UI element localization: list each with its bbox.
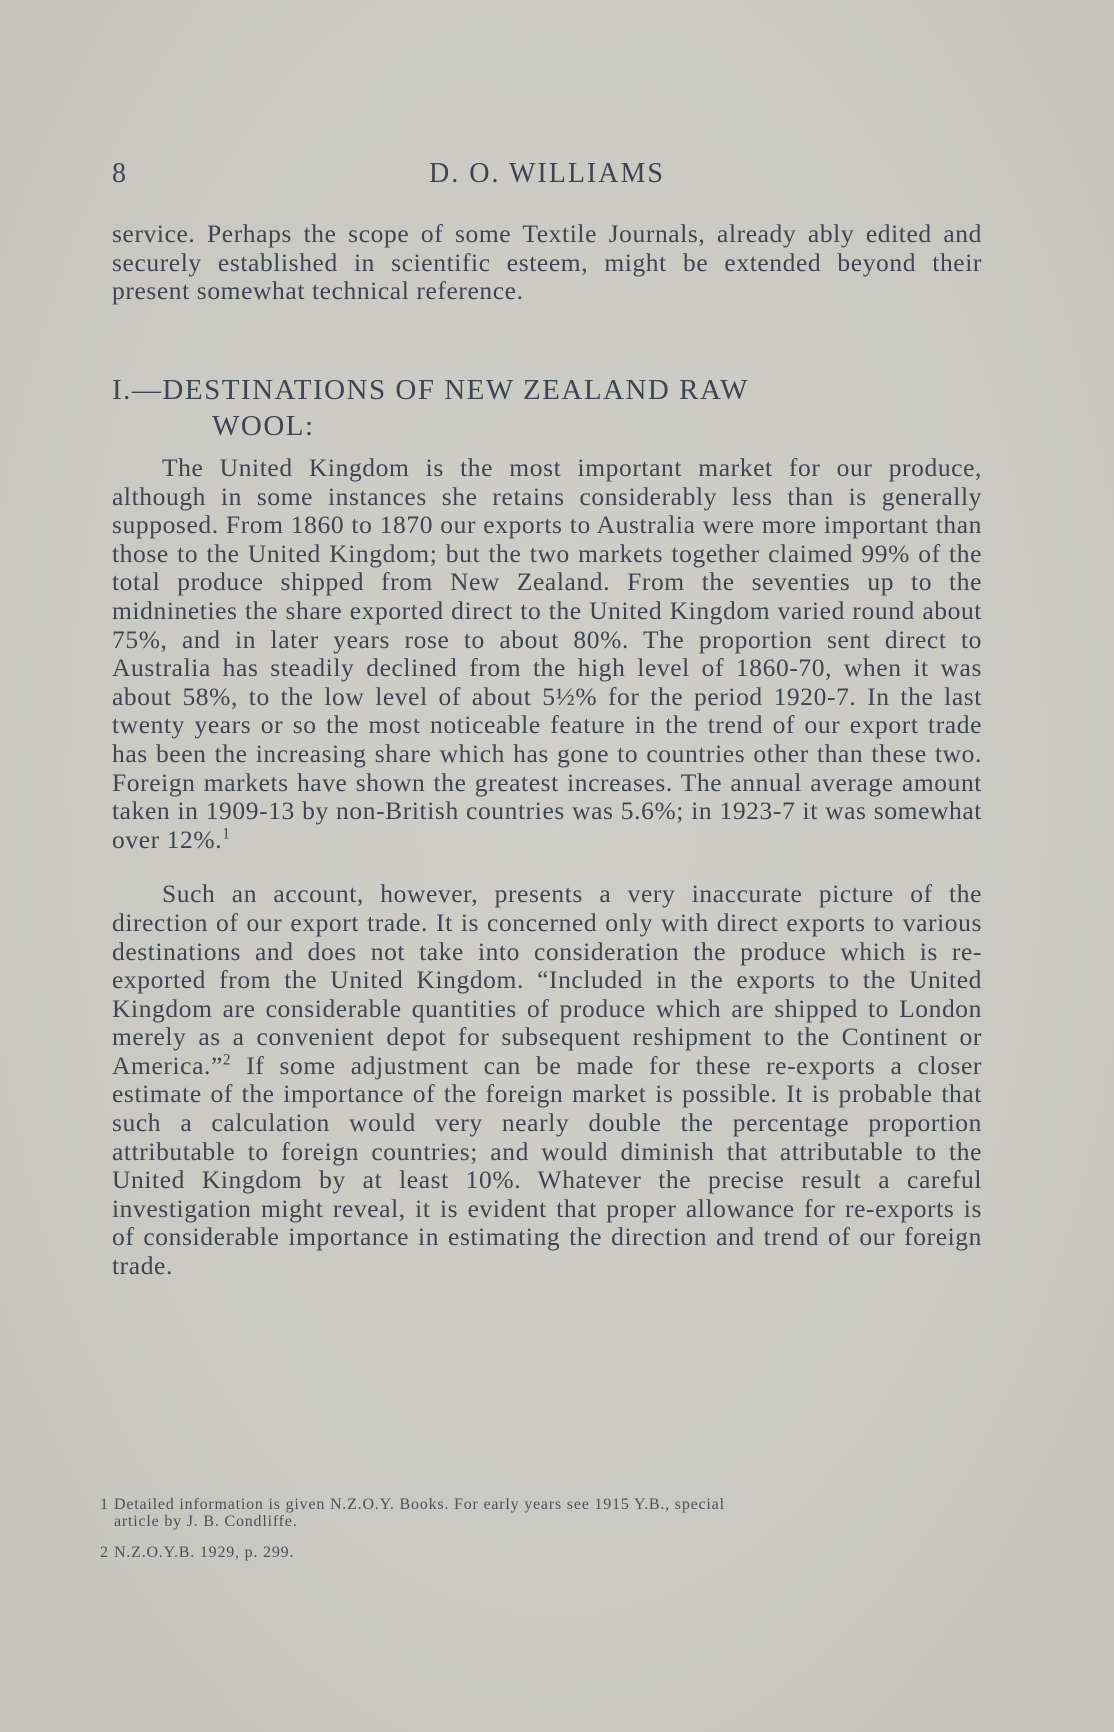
footnote-1-line2: article by J. B. Condliffe. bbox=[114, 1513, 298, 1530]
running-head: D. O. WILLIAMS bbox=[429, 158, 665, 189]
paragraph-1-text: The United Kingdom is the most important market for our produce, although in some instances she retains considerably less than is generally supposed. From 1860 to 1870 our exports to Australia were more important than those to the United Kingdom; but the two markets together claimed 99% of the total produce shipped from New Zealand. From the seventies up to the midnineties the share exported direct to the United Kingdom varied round about 75%, and in later years rose to about 80%. The proportion sent direct to Australia has steadily declined from the high level of 1860-70, when it was about 58%, to the low level of about 5½% for the period 1920-7. In the last twenty years or so the most noticeable feature in the trend of our export trade has been the increasing share which has gone to countries other than these two. Foreign markets have shown the greatest increases. The annual average amount taken in 1909-13 by non-British countries was 5.6%; in 1923-7 it was somewhat over 12%. bbox=[112, 453, 982, 854]
section-body bbox=[112, 454, 982, 1281]
section-heading bbox=[112, 372, 932, 444]
footnote-2-mark: 2 bbox=[100, 1544, 109, 1561]
footnote-ref-1[interactable]: 1 bbox=[222, 825, 231, 843]
paragraph-2 bbox=[112, 880, 982, 1280]
footnote-2 bbox=[100, 1544, 990, 1561]
intro-text: service. Perhaps the scope of some Textile Journals, already ably edited and securely established in scientific esteem, might be extended beyond their present somewhat technical reference. bbox=[112, 219, 982, 306]
section-heading-line2: WOOL: bbox=[212, 410, 315, 442]
page-number: 8 bbox=[112, 158, 127, 189]
footnotes bbox=[100, 1496, 990, 1575]
footnote-1 bbox=[100, 1496, 990, 1530]
paragraph-2-text-b: If some adjustment can be made for these re-exports a closer estimate of the importance of the foreign market is possible. It is probable that such a calculation would very nearly double the percentage proportion attributable to foreign countries; and would diminish that attributable to the United Kingdom by at least 10%. Whatever the precise result a careful investigation might reveal, it is evident that proper allowance for re-exports is of considerable importance in estimating the direction and trend of our foreign trade. bbox=[112, 1050, 982, 1281]
paragraph-2-text-a: Such an account, however, presents a very inaccurate picture of the direction of our export trade. It is concerned only with direct exports to various destinations and does not take into consideration the produce which is re-exported from the United Kingdom. “Included in the exports to the United Kingdom are considerable quantities of produce which are shipped to London merely as a convenient depot for subsequent reshipment to the Continent or America.” bbox=[112, 879, 982, 1080]
footnote-1-mark: 1 bbox=[100, 1496, 109, 1513]
footnote-ref-2[interactable]: 2 bbox=[222, 1051, 232, 1069]
section-heading-line1: I.—DESTINATIONS OF NEW ZEALAND RAW bbox=[112, 374, 749, 406]
paragraph-1 bbox=[112, 454, 982, 854]
footnote-1-line1: Detailed information is given N.Z.O.Y. Books. For early years see 1915 Y.B., special bbox=[114, 1496, 725, 1513]
intro-paragraph bbox=[112, 220, 982, 306]
footnote-2-line1: N.Z.O.Y.B. 1929, p. 299. bbox=[114, 1544, 295, 1561]
page-header bbox=[112, 158, 982, 198]
